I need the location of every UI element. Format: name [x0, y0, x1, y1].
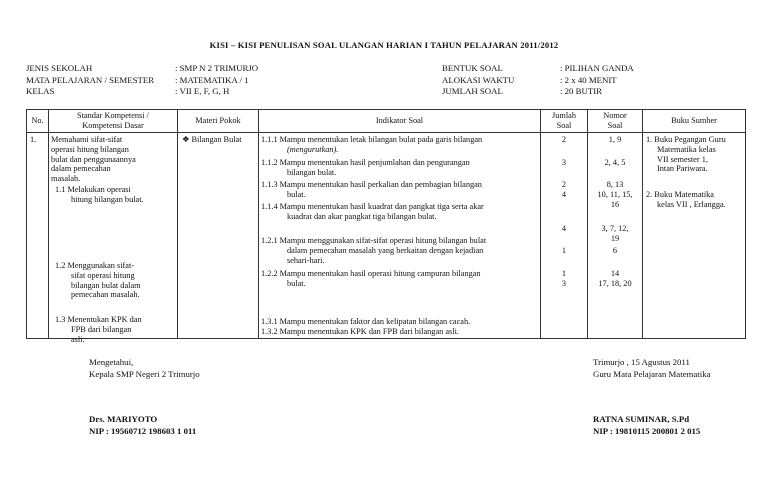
header-sk-line2: Kompetensi Dasar [82, 121, 144, 130]
kd-1-2 [55, 261, 141, 300]
nomor-value: 17, 18, 20 [598, 279, 632, 288]
signature-right-name [593, 414, 700, 437]
sk-main-line: dalam pemecahan [51, 164, 111, 174]
nomor-value: 1, 9 [608, 135, 622, 144]
header-sk-line1: Standar Kompetensi / [77, 111, 149, 120]
info-value-alokasi-waktu: : 2 x 40 MENIT [560, 74, 617, 85]
jumlah-value: 1 [561, 246, 567, 255]
indikator-line: 1.1.2 Mampu menentukan hasil penjumlahan dan pengurangan [261, 158, 470, 167]
sk-main-line: bulat dan penggunaannya [51, 154, 136, 164]
header-nomor-soal [588, 110, 643, 133]
info-label-mata-pelajaran: MATA PELAJARAN / SEMESTER [26, 74, 155, 85]
header-jumlah-line2: Soal [556, 121, 572, 130]
cell-jumlah-soal [541, 133, 588, 339]
sign-right-line1: Trimurjo , 15 Agustus 2011 [593, 357, 690, 367]
sk-main-line: masalah. [51, 174, 81, 184]
indikator-line: 1.3.1 Mampu menentukan faktor dan kelipatan bilangan cacah. [261, 317, 471, 326]
buku-line: 1. Buku Pegangan Guru [646, 135, 726, 144]
sign-left-name: Drs. MARIYOTO [89, 414, 158, 424]
indikator-1-3 [261, 317, 470, 337]
info-label-bentuk-soal: BENTUK SOAL [442, 63, 503, 73]
indikator-line: dalam pemecahan masalah yang berkaitan dengan kejadian [287, 245, 484, 255]
nomor-value: 2, 4, 5 [604, 158, 626, 167]
info-label-jumlah-soal: JUMLAH SOAL [442, 86, 503, 96]
nomor-value: 19 [610, 234, 620, 243]
indikator-1-1-3 [261, 180, 482, 200]
indikator-1-2-1 [261, 236, 486, 265]
info-value-kelas: : VII E, F, G, H [175, 86, 230, 96]
row-number: 1. [30, 135, 37, 144]
kisi-table [26, 109, 746, 344]
header-materi-pokok: Materi Pokok [178, 110, 259, 133]
header-indikator: Indikator Soal [259, 110, 541, 133]
cell-no [27, 133, 49, 339]
buku-line: 2. Buku Matematika [646, 190, 714, 199]
buku-line: VII semester 1, [657, 154, 708, 164]
kd-line: FPB dari bilangan [71, 324, 132, 334]
sign-right-line2: Guru Mata Pelajaran Matematika [593, 368, 711, 379]
indikator-line: 1.3.2 Mampu menentukan KPK dan FPB dari bilangan asli. [261, 326, 459, 336]
indikator-line: bilangan bulat. [287, 167, 337, 177]
indikator-1-1-1 [261, 135, 482, 155]
jumlah-value: 4 [561, 190, 567, 199]
indikator-line: 1.1.1 Mampu menentukan letak bilangan bulat pada garis bilangan [261, 135, 483, 144]
kd-line: sifat operasi hitung [71, 270, 135, 280]
indikator-line: 1.1.4 Mampu menentukan hasil kuadrat dan pangkat tiga serta akar [261, 202, 484, 211]
info-value-mata-pelajaran: : MATEMATIKA / 1 [175, 74, 249, 85]
info-label-alokasi-waktu: ALOKASI WAKTU [442, 74, 515, 85]
buku-line: Matematika kelas [657, 144, 716, 154]
header-nomor-line2: Soal [607, 121, 623, 130]
info-left-values [175, 63, 258, 98]
indikator-line: (mengurutkan). [287, 144, 339, 154]
buku-sumber-2 [646, 190, 726, 210]
table-header-row [27, 110, 746, 133]
kd-line: 1.2 Menggunakan sifat- [55, 261, 135, 270]
buku-sumber-1 [646, 135, 726, 174]
info-value-jumlah-soal: : 20 BUTIR [560, 86, 603, 96]
kd-line: 1.1 Melakukan operasi [55, 185, 131, 194]
cell-nomor-soal [588, 133, 643, 339]
nomor-value: 16 [610, 200, 620, 209]
cell-buku-sumber [643, 133, 746, 339]
info-left-labels [26, 63, 154, 98]
header-jumlah-line1: Jumlah [552, 111, 576, 120]
nomor-value: 6 [612, 246, 618, 255]
sign-left-line1: Mengetahui, [89, 357, 134, 367]
kd-line: 1.3 Menentukan KPK dan [55, 315, 142, 324]
sign-left-nip: NIP : 19560712 198603 1 011 [89, 425, 197, 436]
header-buku-sumber: Buku Sumber [643, 110, 746, 133]
signature-right [593, 357, 711, 380]
indikator-line: sehari-hari. [287, 255, 325, 265]
jumlah-value: 2 [561, 180, 567, 189]
info-label-kelas: KELAS [26, 86, 55, 96]
table-row [27, 133, 746, 339]
buku-line: Intan Pariwara. [657, 164, 708, 174]
kd-line: hitung bilangan bulat. [71, 194, 144, 204]
header-no: No. [27, 110, 49, 133]
kd-1-1 [55, 185, 144, 205]
info-value-jenis-sekolah: : SMP N 2 TRIMURJO [175, 63, 259, 73]
jumlah-value: 3 [561, 279, 567, 288]
sign-left-line2: Kepala SMP Negeri 2 Trimurjo [89, 368, 200, 379]
nomor-value: 3, 7, 12, [601, 224, 629, 233]
indikator-line: 1.1.3 Mampu menentukan hasil perkalian dan pembagian bilangan [261, 180, 482, 189]
cell-indikator [259, 133, 541, 339]
nomor-value: 14 [610, 269, 620, 278]
indikator-1-2-2 [261, 269, 481, 289]
header-nomor-line1: Nomor [603, 111, 627, 120]
jumlah-value: 4 [561, 224, 567, 233]
kd-line: asli. [71, 334, 85, 344]
document-title: KISI – KISI PENULISAN SOAL ULANGAN HARIAN I TAHUN PELAJARAN 2011/2012 [209, 40, 559, 50]
cell-standar-kompetensi [49, 133, 178, 344]
buku-line: kelas VII , Erlangga. [657, 199, 726, 209]
jumlah-value: 3 [561, 158, 567, 167]
nomor-value: 8, 13 [606, 180, 624, 189]
info-label-jenis-sekolah: JENIS SEKOLAH [26, 63, 93, 73]
indikator-line: 1.2.1 Mampu menggunakan sifat-sifat operasi hitung bilangan bulat [261, 236, 487, 245]
indikator-line: bulat. [287, 278, 306, 288]
sign-right-nip: NIP : 19810115 200801 2 015 [593, 425, 701, 436]
materi-bilangan-bulat: ❖ Bilangan Bulat [182, 135, 242, 144]
signature-left-name [89, 414, 196, 437]
info-right-labels [442, 63, 514, 98]
cell-materi-pokok [178, 133, 259, 339]
indikator-line: bulat. [287, 189, 306, 199]
sign-right-name: RATNA SUMINAR, S.Pd [593, 414, 690, 424]
kd-line: pemecahan masalah. [71, 290, 140, 300]
sk-main-line: operasi hitung bilangan [51, 144, 129, 154]
header-standar-kompetensi [49, 110, 178, 133]
indikator-line: 1.2.2 Mampu menentukan hasil operasi hitung campuran bilangan [261, 269, 481, 278]
info-value-bentuk-soal: : PILIHAN GANDA [560, 63, 634, 73]
nomor-value: 10, 11, 15, [597, 190, 633, 199]
sk-main [51, 135, 136, 184]
kd-1-3 [55, 315, 142, 344]
sk-main-line: Memahami sifat-sifat [51, 135, 123, 144]
signature-left [89, 357, 200, 380]
indikator-line: kuadrat dan akar pangkat tiga bilangan bulat. [287, 211, 437, 221]
indikator-1-1-2 [261, 158, 470, 178]
jumlah-value: 2 [561, 135, 567, 144]
info-right-values [560, 63, 634, 98]
header-jumlah-soal [541, 110, 588, 133]
kd-line: bilangan bulat dalam [71, 280, 141, 290]
jumlah-value: 1 [561, 269, 567, 278]
indikator-1-1-4 [261, 202, 484, 222]
